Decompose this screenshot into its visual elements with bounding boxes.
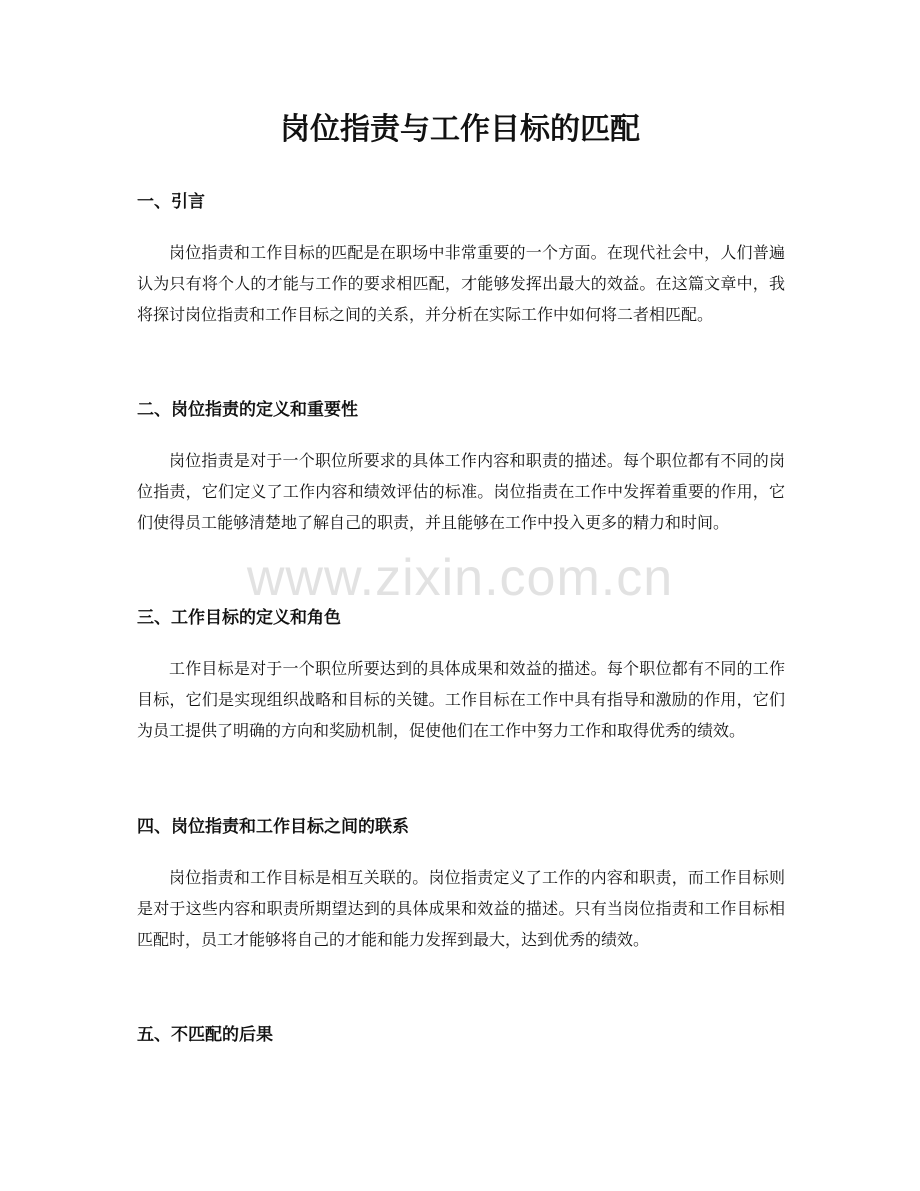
section-heading-goal-definition: 三、工作目标的定义和角色 — [137, 608, 341, 628]
section-heading-intro: 一、引言 — [137, 192, 205, 212]
page-title: 岗位指责与工作目标的匹配 — [280, 112, 640, 147]
section-paragraph-goal-definition: 工作目标是对于一个职位所要达到的具体成果和效益的描述。每个职位都有不同的工作目标，它们是实现组织战略和目标的关键。工作目标在工作中具有指导和激励的作用，它们为员工提供了明确的方向和奖励机制，促使他们在工作中努力工作和取得优秀的绩效。 — [137, 659, 785, 740]
section-heading-mismatch: 五、不匹配的后果 — [137, 1025, 273, 1045]
section-paragraph-duty-definition: 岗位指责是对于一个职位所要求的具体工作内容和职责的描述。每个职位都有不同的岗位指责，它们定义了工作内容和绩效评估的标准。岗位指责在工作中发挥着重要的作用，它们使得员工能够清楚地了解自己的职责，并且能够在工作中投入更多的精力和时间。 — [137, 451, 785, 532]
section-heading-relationship: 四、岗位指责和工作目标之间的联系 — [137, 817, 409, 837]
section-paragraph-relationship: 岗位指责和工作目标是相互关联的。岗位指责定义了工作的内容和职责，而工作目标则是对于这些内容和职责所期望达到的具体成果和效益的描述。只有当岗位指责和工作目标相匹配时，员工才能够将自己的才能和能力发挥到最大，达到优秀的绩效。 — [137, 868, 785, 949]
section-paragraph-intro: 岗位指责和工作目标的匹配是在职场中非常重要的一个方面。在现代社会中，人们普遍认为只有将个人的才能与工作的要求相匹配，才能够发挥出最大的效益。在这篇文章中，我将探讨岗位指责和工作目标之间的关系，并分析在实际工作中如何将二者相匹配。 — [137, 243, 785, 324]
section-heading-duty-definition: 二、岗位指责的定义和重要性 — [137, 400, 358, 420]
watermark: www.zixin.com.cn — [246, 549, 674, 607]
